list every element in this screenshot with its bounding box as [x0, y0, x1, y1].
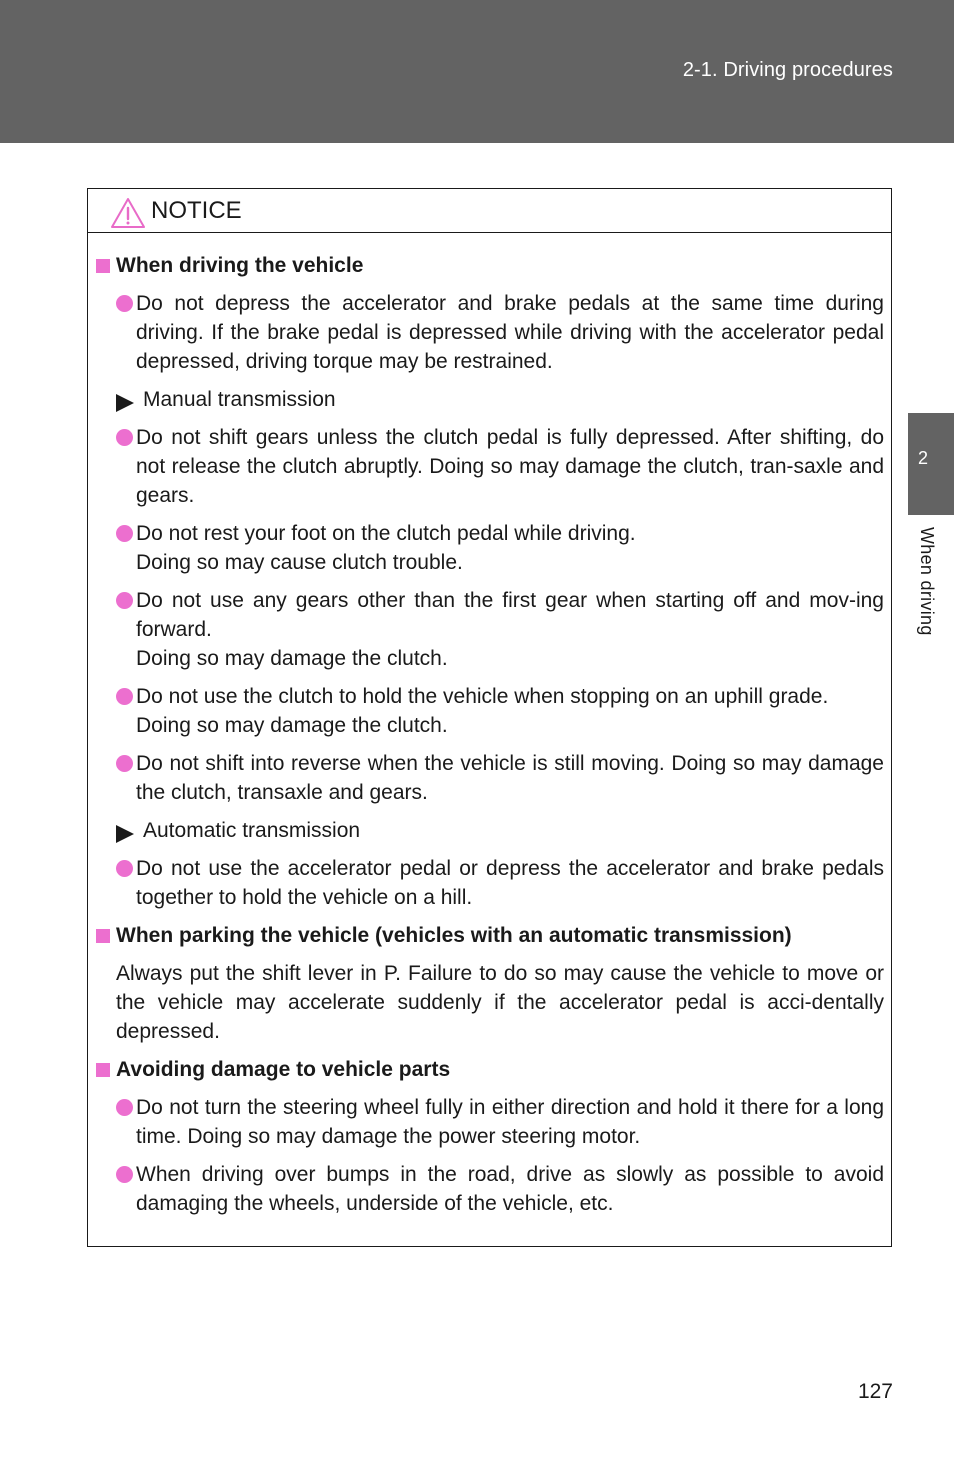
bullet-text: Do not shift gears unless the clutch pedal is fully depressed. After shifting, do not release the clutch abruptly. Doing so may damage the clutch, tran-saxle and gears.	[136, 426, 884, 507]
section-heading-text: When driving the vehicle	[116, 254, 364, 277]
bullet-item	[96, 423, 884, 510]
bullet-item	[96, 289, 884, 376]
bullet-item	[96, 586, 884, 673]
bullet-text: Do not turn the steering wheel fully in either direction and hold it there for a long time. Doing so may damage the power steering motor.	[136, 1096, 884, 1148]
notice-header	[88, 189, 891, 233]
section-heading	[96, 1055, 884, 1084]
notice-box	[87, 188, 892, 1247]
section-heading	[96, 921, 884, 950]
bullet-item	[96, 1160, 884, 1218]
circle-bullet-icon	[116, 525, 133, 542]
bullet-text: Doing so may damage the clutch.	[136, 714, 448, 737]
bullet-text: Do not use any gears other than the first gear when starting off and mov-ing forward.	[136, 589, 884, 641]
bullet-text: Doing so may cause clutch trouble.	[136, 551, 463, 574]
section-heading-text: Avoiding damage to vehicle parts	[116, 1058, 451, 1081]
chapter-tab-label: When driving	[917, 527, 937, 636]
triangle-pointer-icon	[116, 394, 134, 412]
chapter-tab-number: 2	[917, 448, 928, 468]
notice-title: NOTICE	[151, 197, 242, 224]
section-heading-text: When parking the vehicle (vehicles with an automatic transmission)	[116, 924, 792, 947]
bullet-text: Do not shift into reverse when the vehicle is still moving. Doing so may damage the clutch, transaxle and gears.	[136, 752, 884, 804]
bullet-text: Do not use the accelerator pedal or depress the accelerator and brake pedals together to hold the vehicle on a hill.	[136, 857, 884, 909]
circle-bullet-icon	[116, 429, 133, 446]
circle-bullet-icon	[116, 1099, 133, 1116]
circle-bullet-icon	[116, 755, 133, 772]
circle-bullet-icon	[116, 295, 133, 312]
circle-bullet-icon	[116, 688, 133, 705]
bullet-text: Do not use the clutch to hold the vehicle when stopping on an uphill grade.	[136, 685, 829, 708]
circle-bullet-icon	[116, 860, 133, 877]
page-number: 127	[857, 1380, 893, 1403]
subheading-text: Manual transmission	[143, 388, 336, 411]
bullet-item	[96, 749, 884, 807]
warning-triangle-icon	[110, 197, 146, 229]
bullet-text: Do not depress the accelerator and brake pedals at the same time during driving. If the brake pedal is depressed while driving with the accelerator pedal depressed, driving torque may be restrained.	[136, 292, 884, 373]
square-bullet-icon	[96, 929, 110, 943]
bullet-text: When driving over bumps in the road, drive as slowly as possible to avoid damaging the wheels, underside of the vehicle, etc.	[136, 1163, 884, 1215]
circle-bullet-icon	[116, 1166, 133, 1183]
section-title: 2-1. Driving procedures	[682, 59, 893, 81]
bullet-item	[96, 854, 884, 912]
bullet-text: Do not rest your foot on the clutch pedal while driving.	[136, 522, 636, 545]
triangle-pointer-icon	[116, 825, 134, 843]
section-heading	[96, 251, 884, 280]
subheading-text: Automatic transmission	[143, 819, 361, 842]
subheading	[96, 816, 884, 845]
bullet-item	[96, 1093, 884, 1151]
bullet-item	[96, 519, 884, 577]
square-bullet-icon	[96, 259, 110, 273]
subheading	[96, 385, 884, 414]
bullet-item	[96, 682, 884, 740]
notice-content	[96, 251, 884, 1227]
bullet-text: Doing so may damage the clutch.	[136, 647, 448, 670]
circle-bullet-icon	[116, 592, 133, 609]
square-bullet-icon	[96, 1063, 110, 1077]
paragraph: Always put the shift lever in P. Failure to do so may cause the vehicle to move or the vehicle may accelerate suddenly if the accelerator pedal is acci-dentally depressed.	[116, 962, 884, 1043]
